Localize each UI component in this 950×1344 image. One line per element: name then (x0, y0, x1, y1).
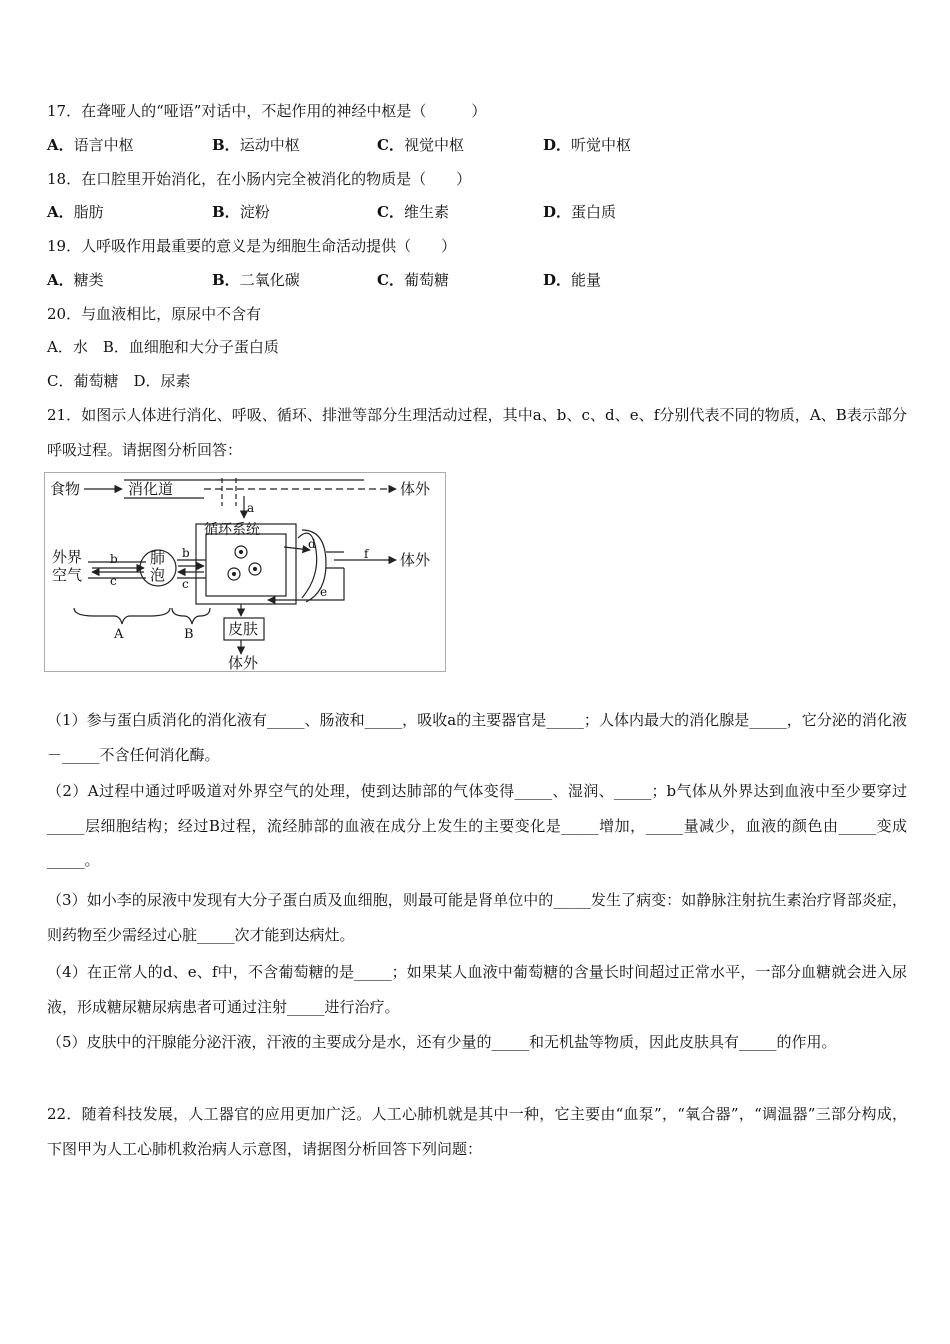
q21-stem: 21．如图示人体进行消化、呼吸、循环、排泄等部分生理活动过程，其中a、b、c、d、e、f分别代表不同的物质，A、B表示部分呼吸过程。请据图分析回答： (47, 406, 907, 459)
label-outside-1: 体外 (400, 480, 431, 498)
q17-option-a (47, 135, 134, 155)
q20-stem: 20．与血液相比，原尿中不含有 (47, 305, 262, 323)
label-d: d (308, 537, 316, 551)
option-text: 蛋白质 (571, 203, 617, 221)
arrow-e (268, 568, 344, 600)
label-B: B (184, 627, 194, 642)
option-text: 脂肪 (73, 203, 104, 221)
label-digestive-tract: 消化道 (128, 480, 174, 498)
option-label: D． (543, 136, 572, 154)
option-text: 语言中枢 (73, 136, 134, 154)
q18-option-c (377, 202, 449, 222)
q21-sub-1: （1）参与蛋白质消化的消化液有_____、肠液和_____，吸收a的主要器官是_____；人体内最大的消化腺是_____，它分泌的消化液－_____不含任何消化酶。 (47, 711, 907, 764)
q17-option-d (543, 135, 631, 155)
arrow-d (284, 547, 310, 550)
q17-option-b (212, 135, 300, 155)
label-f: f (364, 547, 369, 561)
option-label: B． (212, 271, 240, 289)
blood-cell-3-dot (254, 568, 257, 571)
label-b-1: b (110, 552, 118, 566)
option-text: 视觉中枢 (403, 136, 464, 154)
option-label: C． (377, 203, 404, 221)
option-text: 维生素 (403, 203, 449, 221)
label-outside-2: 体外 (400, 551, 431, 569)
label-food: 食物 (50, 480, 81, 498)
q19-option-c (377, 270, 449, 290)
label-alveoli-1: 肺 (150, 549, 166, 567)
label-skin: 皮肤 (228, 620, 259, 638)
q19-option-d (543, 270, 601, 290)
q18-stem: 18．在口腔里开始消化，在小肠内完全被消化的物质是（ ） (47, 170, 472, 188)
q20-options-line-1: A．水 B．血细胞和大分子蛋白质 (47, 338, 279, 356)
option-label: A． (47, 203, 74, 221)
circulatory-inner-box (206, 534, 286, 596)
option-text: 淀粉 (239, 203, 270, 221)
q18-option-b (212, 202, 270, 222)
option-label: B． (212, 136, 240, 154)
blood-cell-1-dot (240, 551, 243, 554)
label-outside-3: 体外 (228, 654, 259, 672)
label-b-2: b (182, 546, 190, 560)
q18-option-a (47, 202, 104, 222)
physiology-diagram (44, 472, 446, 672)
option-label: C． (377, 271, 404, 289)
blood-cell-2-dot (233, 573, 236, 576)
q21-sub-4: （4）在正常人的d、e、f中，不含葡萄糖的是_____；如果某人血液中葡萄糖的含量长时间超过正常水平，一部分血糖就会进入尿液，形成糖尿糖尿病患者可通过注射_____进行治疗。 (47, 963, 907, 1016)
q22-stem: 22．随着科技发展，人工器官的应用更加广泛。人工心肺机就是其中一种，它主要由“血泵”，“氧合器”，“调温器”三部分构成，下图甲为人工心肺机救治病人示意图，请据图分析回答下列问题： (47, 1105, 907, 1158)
option-text: 运动中枢 (239, 136, 300, 154)
q19-option-b (212, 270, 300, 290)
q18-option-d (543, 202, 616, 222)
option-label: B． (212, 203, 240, 221)
label-c-1: c (110, 574, 117, 588)
option-label: D． (543, 271, 572, 289)
q19-option-a (47, 270, 104, 290)
q17-stem: 17．在聋哑人的“哑语”对话中，不起作用的神经中枢是（ ） (47, 102, 487, 120)
option-text: 能量 (571, 271, 602, 289)
q17-option-c (377, 135, 464, 155)
label-circulatory-system: 循环系统 (204, 522, 260, 538)
option-label: A． (47, 271, 74, 289)
q21-sub-2: （2）A过程中通过呼吸道对外界空气的处理，使到达肺部的气体变得_____、湿润、_____；b气体从外界达到血液中至少要穿过_____层细胞结构；经过B过程，流经肺部的血液在成分上发生的主要变化是_____增加，_____量减少，血液的颜色由_____变成_____。 (47, 782, 907, 869)
label-e: e (320, 585, 328, 599)
option-text: 葡萄糖 (403, 271, 449, 289)
q21-sub-5: （5）皮肤中的汗腺能分泌汗液，汗液的主要成分是水，还有少量的_____和无机盐等物质，因此皮肤具有_____的作用。 (47, 1033, 837, 1051)
option-text: 糖类 (73, 271, 104, 289)
option-label: A． (47, 136, 74, 154)
label-a: a (247, 501, 255, 515)
option-label: D． (543, 203, 572, 221)
label-external-air-1: 外界 (52, 548, 83, 566)
label-external-air-2: 空气 (52, 566, 83, 584)
q21-sub-3: （3）如小李的尿液中发现有大分子蛋白质及血细胞，则最可能是肾单位中的_____发生了病变：如静脉注射抗生素治疗肾部炎症，则药物至少需经过心脏_____次才能到达病灶。 (47, 891, 907, 944)
label-alveoli-2: 泡 (150, 566, 166, 584)
q20-options-line-2: C．葡萄糖 D．尿素 (47, 372, 191, 390)
option-text: 二氧化碳 (239, 271, 300, 289)
q19-stem: 19．人呼吸作用最重要的意义是为细胞生命活动提供（ ） (47, 237, 457, 255)
label-A: A (114, 627, 124, 642)
brace-B (172, 608, 210, 624)
option-label: C． (377, 136, 404, 154)
brace-A (74, 608, 170, 624)
option-text: 听觉中枢 (571, 136, 632, 154)
label-c-2: c (182, 577, 189, 591)
